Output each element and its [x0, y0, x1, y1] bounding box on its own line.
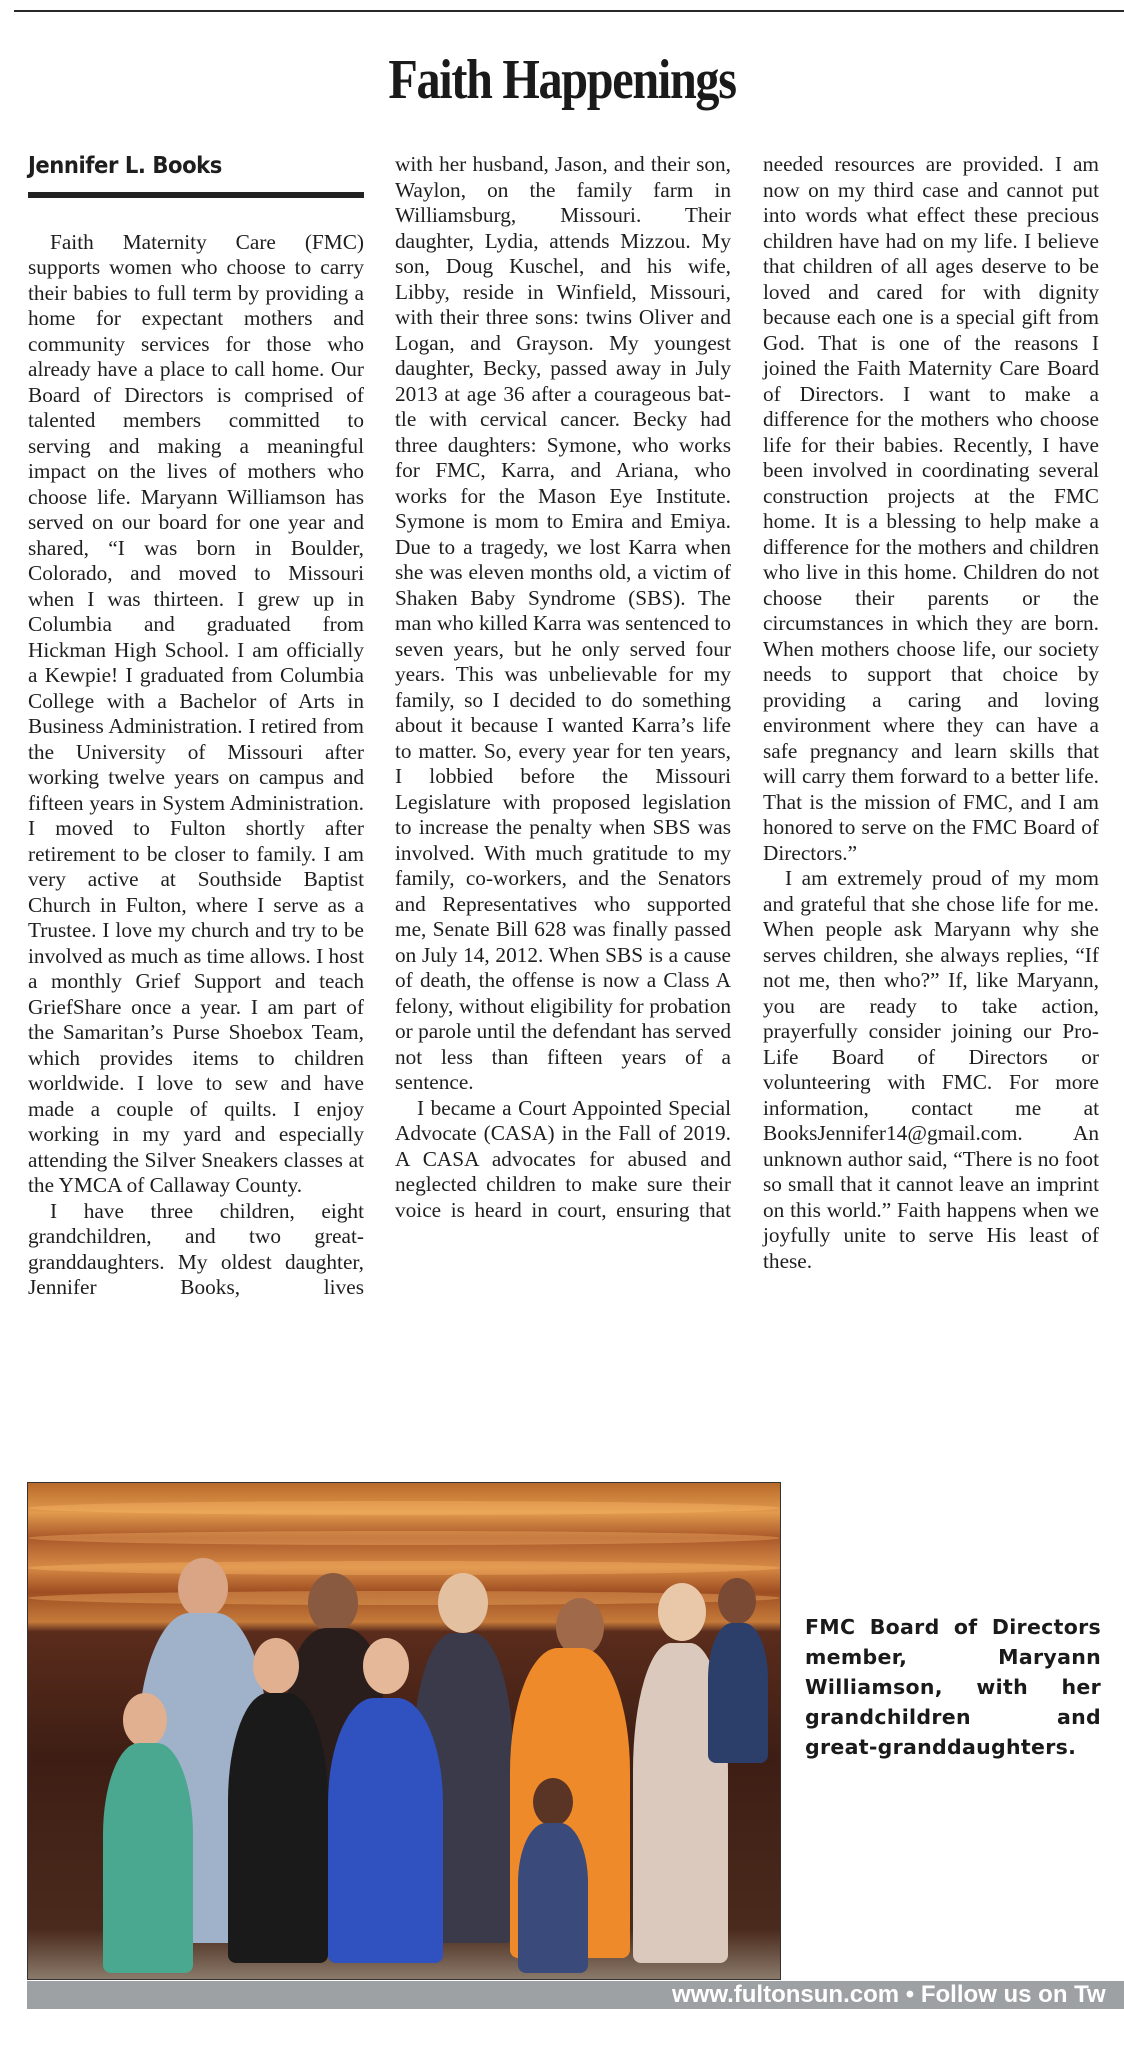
person-head	[658, 1583, 706, 1641]
person	[228, 1693, 328, 1963]
person-head	[123, 1693, 167, 1747]
paragraph: I became a Court Appointed Special Advocate (CASA) in the Fall of 2019. A CASA advocates for abused and neglected children to make sure their voice is heard in court, ensuring that	[395, 1095, 731, 1222]
byline-rule	[28, 192, 364, 198]
person-head	[178, 1558, 228, 1618]
paragraph: Faith Maternity Care (FMC) supports women who choose to carry their babies to full term by providing a home for expectant mothers and community services for those who already have a place to call home. Our Board of Directors is comprised of talented members committed to serving and making a meaningful impact on the lives of mothers who choose life. Maryann Williamson has served on our board for one year and shared, “I was born in Boulder, Colorado, and moved to Missouri when I was thirteen. I grew up in Columbia and graduated from Hickman High School. I am officially a Kewpie! I graduated from Columbia College with a Bachelor of Arts in Business Administration. I retired from the University of Missouri after working twelve years on campus and fifteen years in System Administration. I moved to Fulton shortly after retirement to be closer to family. I am very active at Southside Baptist Church in Fulton, where I serve as a Trustee. I love my church and try to be involved as much as time allows. I host a monthly Grief Support and teach GriefShare once a year. I am part of the Samaritan’s Purse Shoebox Team, which provides items to children worldwide. I love to sew and have made a couple of quilts. I enjoy working in my yard and especially attending the Silver Sneakers classes at the YMCA of Callaway County.	[28, 229, 364, 1197]
paragraph: I am extremely proud of my mom and grateful that she chose life for me. When people ask Maryann why she serves children, she always replies, “If not me, then who?” If, like Maryann, you are ready to take action, prayerfully consider joining our Pro-Life Board of Directors or volunteering with FMC. For more information, contact me at BooksJennifer14@gmail.com. An unknown author said, “There is no foot so small that it cannot leave an imprint on this world.” Faith happens when we joyfully unite to serve His least of these.	[763, 866, 1099, 1273]
person-head	[533, 1778, 573, 1826]
person	[518, 1823, 588, 1973]
article-column-2	[395, 152, 731, 1223]
person	[103, 1743, 193, 1973]
person-head	[253, 1638, 299, 1694]
family-photo	[27, 1482, 781, 1980]
paragraph: needed resources are provided. I am now on my third case and cannot put into words what effect these precious children have had on my life. I believe that children of all ages deserve to be loved and cared for with dignity because each one is a special gift from God. That is one of the reasons I joined the Faith Maternity Care Board of Directors. I want to make a difference for the mothers who choose life for their babies. Recently, I have been involved in coordinating several construction projects at the FMC home. It is a blessing to help make a difference for the mothers and children who live in this home. Children do not choose their parents or the circumstances in which they are born. When mothers choose life, our society needs to support that choice by providing a caring and loving environment where they can have a safe pregnancy and learn skills that will carry them forward to a better life. That is the mission of FMC, and I am honored to serve on the FMC Board of Directors.”	[763, 152, 1099, 865]
article-column-3	[763, 152, 1099, 1274]
paragraph: with her husband, Jason, and their son, Waylon, on the family farm in Williamsburg, Missouri. Their daughter, Lydia, attends Mizzou. My son, Doug Kuschel, and his wife, Libby, reside in Winfield, Missouri, with their three sons: twins Oliver and Logan, and Grayson. My youngest daughter, Becky, passed away in July 2013 at age 36 after a courageous battle with cervical cancer. Becky had three daughters: Symone, who works for FMC, Karra, and Ariana, who works for the Mason Eye Institute. Symone is mom to Emira and Emiya. Due to a tragedy, we lost Karra when she was eleven months old, a victim of Shaken Baby Syndrome (SBS). The man who killed Karra was sentenced to seven years, but he only served four years. This was unbelievable for my family, so I decided to do something about it because I wanted Karra’s life to matter. So, every year for ten years, I lobbied before the Missouri Legislature with proposed legislation to increase the penalty when SBS was involved. With much gratitude to my family, co-workers, and the Senators and Representatives who supported me, Senate Bill 628 was finally passed on July 14, 2012. When SBS is a cause of death, the offense is now a Class A felony, without eligibility for probation or parole until the defendant has served not less than fifteen years of a sentence.	[395, 152, 731, 1094]
photo-caption: FMC Board of Directors member, Maryann Williamson, with her grandchildren and great-granddaughters.	[805, 1615, 1101, 1759]
person-head	[363, 1638, 409, 1694]
wall-wave	[28, 1501, 780, 1515]
top-rule	[14, 10, 1124, 12]
person-head	[308, 1573, 358, 1633]
footer-bar	[27, 1981, 1124, 2009]
wall-wave	[28, 1561, 780, 1575]
article-column-1	[28, 154, 364, 1301]
person	[708, 1623, 768, 1763]
wall-wave	[28, 1531, 780, 1545]
person-head	[718, 1578, 756, 1624]
footer-link[interactable]: www.fultonsun.com • Follow us on Tw	[672, 1981, 1106, 2008]
paragraph: I have three children, eight grandchildren, and two great-granddaughters. My oldest daughter, Jennifer Books, lives	[28, 1198, 364, 1299]
person-head	[438, 1573, 488, 1633]
person	[328, 1698, 443, 1963]
page-title: Faith Happenings	[388, 49, 736, 111]
byline: Jennifer L. Books	[28, 153, 222, 179]
